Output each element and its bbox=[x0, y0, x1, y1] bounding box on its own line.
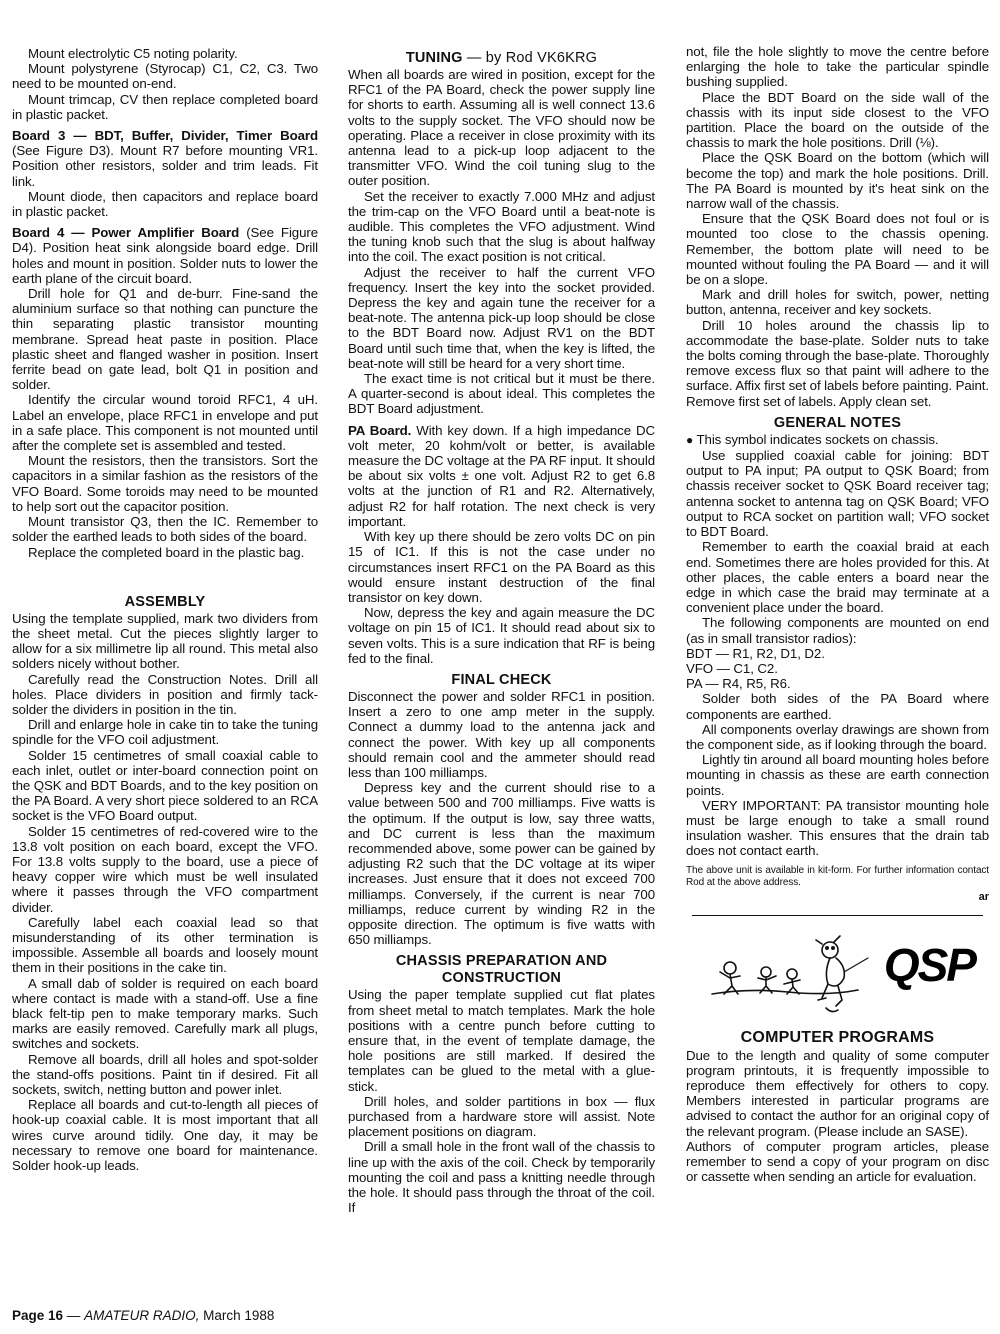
paragraph: Carefully label each coaxial lead so that misunderstanding of its other termination is impossible. Assemble all boards and loosely mount them in their positions in the cake tin. bbox=[12, 914, 318, 976]
paragraph: All components overlay drawings are shown from the component side, as if looking through the board. bbox=[686, 721, 989, 752]
paragraph: Now, depress the key and again measure the DC voltage on pin 15 of IC1. It should read about six to seven volts. This is a sure indication that RF is being fed to the final. bbox=[348, 605, 655, 666]
paragraph: Drill hole for Q1 and de-burr. Fine-sand the aluminium surface so that nothing can puncture the thin separating plastic transistor mounting membrane. Spread heat paste in position. Place plastic sheet and flanged washer in position. Insert ferrite bead on gate lead, bolt Q1 in position and solder. bbox=[12, 286, 318, 393]
pa-board-heading: PA Board. bbox=[348, 422, 412, 438]
bullet-icon: ● bbox=[686, 432, 694, 447]
component-line: PA — R4, R5, R6. bbox=[686, 676, 791, 692]
general-notes-heading: GENERAL NOTES bbox=[773, 414, 902, 431]
paragraph: Drill 10 holes around the chassis lip to accommodate the base-plate. Solder nuts to take the bolts coming through the base-plate. Thoroughly remove excess flux so that paint will adhere to the surface. Affix first set of labels before painting. Paint. Remove first set of labels. Apply clean set. bbox=[686, 317, 989, 409]
pa-board-paragraph: PA Board. With key down. If a high impedance DC volt meter, 20 kohm/volt or better, is available measure the DC voltage at the PA RF input. It should be about six volts ± one volt. Adjust R2 to get 6.8 volts at the junction of R1 and R2. Alternatively, adjust R2 for half rotation. The next check is very important. bbox=[348, 422, 655, 529]
paragraph: Carefully read the Construction Notes. Drill all holes. Place dividers in position and firmly tack-solder the dividers in position in the tin. bbox=[12, 671, 318, 717]
paragraph: Remember to earth the coaxial braid at each end. Sometimes there are holes provided for this. At other places, the cable enters a board near the edge in which case the braid may terminate at a convenient place under the board. bbox=[686, 539, 989, 616]
paragraph: Mount electrolytic C5 noting polarity. bbox=[28, 46, 238, 61]
paragraph: The exact time is not critical but it must be there. A quarter-second is about ideal. This completes the BDT Board adjustment. bbox=[348, 371, 655, 417]
paragraph: Authors of computer program articles, please remember to send a copy of your program on disc or cassette when sending an article for evaluation. bbox=[686, 1138, 989, 1185]
paragraph: Identify the circular wound toroid RFC1, 4 uH. Label an envelope, place RFC1 in envelope and put in a safe place. This component is not mounted until after the complete set is assembled and tested. bbox=[12, 392, 318, 454]
paragraph: Solder 15 centimetres of small coaxial cable to each inlet, outlet or inter-board connection point on the QSK and BDT Boards, and to the key position on the PA Board. A very short piece soldered to an RCA socket is the VFO Board output. bbox=[12, 747, 318, 824]
paragraph: Place the BDT Board on the side wall of the chassis with its input side closest to the VFO partition. Place the board on the outside of the chassis to mark the hole positions. Drill (⅛). bbox=[686, 89, 989, 151]
kit-note: The above unit is available in kit-form. For further information contact Rod at the above address. bbox=[686, 864, 989, 888]
paragraph: Ensure that the QSK Board does not foul or is mounted too close to the chassis opening. Remember, the bottom plate will need to be mounted without fouling the PA Board — and it will be on a slope. bbox=[686, 211, 989, 288]
paragraph: The following components are mounted on end (as in small transistor radios): bbox=[686, 615, 989, 646]
paragraph: Lightly tin around all board mounting holes before mounting in chassis as these are earth connection points. bbox=[686, 752, 989, 798]
paragraph: Mark and drill holes for switch, power, netting button, antenna, receiver and key sockets. bbox=[686, 287, 989, 318]
paragraph: Replace the completed board in the plastic bag. bbox=[28, 544, 305, 560]
column-2 bbox=[348, 50, 655, 1215]
paragraph: Set the receiver to exactly 7.000 MHz and adjust the trim-cap on the VFO Board until a beat-note is audible. This completes the VFO adjustment. Wind the tuning knob such that the slug is about halfway into the coil. The exact position is not critical. bbox=[348, 188, 655, 265]
paragraph: Replace all boards and cut-to-length all pieces of hook-up coaxial cable. It is most important that all wires curve around tidily. One day, it may be necessary to remove one board for maintenance. Solder hook-up leads. bbox=[12, 1097, 318, 1174]
paragraph: Adjust the receiver to half the current VFO frequency. Insert the key into the socket provided. Depress the key and again tune the receiver for a beat-note. The antenna pick-up loop should be close to the BDT Board now. Adjust RV1 on the BDT Board until such time that, when the key is lifted, the beat-note will still be heard for a very short time. bbox=[348, 264, 655, 371]
final-check-heading: FINAL CHECK bbox=[451, 671, 552, 688]
paragraph: Mount trimcap, CV then replace completed board in plastic packet. bbox=[12, 91, 318, 122]
column-3 bbox=[686, 44, 989, 1184]
board-3-paragraph: Board 3 — BDT, Buffer, Divider, Timer Board (See Figure D3). Mount R7 before mounting VR1. Position other resistors, solder and trim leads. Fit link. bbox=[12, 128, 318, 189]
component-line: VFO — C1, C2. bbox=[686, 660, 778, 676]
cartoon-figures-icon bbox=[708, 928, 883, 1018]
paragraph: Depress key and the current should rise to a value between 500 and 700 milliamps. Five watts is the optimum. If the output is low, say three watts, and DC current is less than the maximum recommended above, some power can be gained by adjusting R2 such that the DC voltage at its wiper increases. Just ensure that it does not exceed 700 milliamps. Conversely, if the current is near 700 milliamps, reduce current by winding R2 in the opposite direction. The optimum is five watts with 650 milliamps. bbox=[348, 780, 655, 948]
paragraph: Disconnect the power and solder RFC1 in position. Insert a zero to one amp meter in the supply. Connect a dummy load to the antenna jack and connect the power. With key up all components should remain cool and the ammeter should read less than 100 milliamps. bbox=[348, 688, 655, 780]
qsp-banner bbox=[686, 924, 989, 1020]
paragraph: Mount diode, then capacitors and replace board in plastic packet. bbox=[12, 188, 318, 220]
paragraph: Drill holes, and solder partitions in box — flux purchased from a hardware store will assist. Note placement positions on diagram. bbox=[348, 1093, 655, 1140]
tuning-author: — by Rod VK6KRG bbox=[462, 50, 598, 66]
paragraph: not, file the hole slightly to move the centre before enlarging the hole to take the particular spindle bushing supplied. bbox=[686, 44, 989, 90]
board-4-paragraph: Board 4 — Power Amplifier Board (See Figure D4). Position heat sink alongside board edge. Drill holes and mount in position. Solder nuts to lower the earth plane of the circuit board. bbox=[12, 225, 319, 286]
chassis-heading: CHASSIS PREPARATION AND CONSTRUCTION bbox=[395, 953, 608, 987]
tuning-heading: TUNING — by Rod VK6KRG bbox=[405, 50, 598, 66]
bullet-paragraph: ● This symbol indicates sockets on chassis. bbox=[686, 431, 939, 447]
column-1 bbox=[12, 46, 318, 1173]
paragraph: Use supplied coaxial cable for joining: BDT output to PA input; PA output to QSK Board; from chassis receiver socket to QSK Board receiver tag; antenna socket to antenna tag on QSK Board; VFO output to RCA socket on partition wall; VFO socket to BDT Board. bbox=[686, 448, 989, 540]
paragraph: Using the template supplied, mark two dividers from the sheet metal. Cut the pieces slightly larger to allow for a six millimetre lip all round. This metal also solders nicely without bother. bbox=[12, 610, 318, 672]
qsp-logo: QSP bbox=[883, 938, 975, 991]
paragraph: Solder both sides of the PA Board where components are earthed. bbox=[686, 691, 989, 722]
paragraph: A small dab of solder is required on each board where contact is made with a stand-off. Use a fine black felt-tip pen to make temporary marks. Such marks are easily removed. Carefully mark all plugs, switches and sockets. bbox=[12, 975, 318, 1052]
paragraph: When all boards are wired in position, except for the RFC1 of the PA Board, check the power supply line for shorts to earth. Assuming all is well connect 13.6 volts to the supply socket. The VFO should now be operating. Place a receiver in close proximity with its antenna lead to a pick-up loop adjacent to the transmitter VFO. Wind the coil tuning slug to the outer position. bbox=[348, 67, 655, 189]
paragraph: With key up there should be zero volts DC on pin 15 of IC1. If this is not the case under no circumstances insert RFC1 on the PA Board as this would ensure instant destruction of the final transistor on key down. bbox=[348, 529, 655, 605]
paragraph: Mount the resistors, then the transistors. Sort the capacitors in a similar fashion as the resistors of the VFO Board. Some toroids may need to be mounted to help sort out the capacitor position. bbox=[12, 453, 318, 514]
board-3-heading: Board 3 — BDT, Buffer, Divider, Timer Board bbox=[12, 128, 318, 144]
paragraph: Due to the length and quality of some computer program printouts, it is frequently impossible to reproduce them effectively for others to copy. Members interested in particular programs are advised to contact the author for an original copy of the relevant program. (Please include an SASE). bbox=[686, 1047, 989, 1139]
paragraph: Solder 15 centimetres of red-covered wire to the 13.8 volt position on each board, except the VFO. For 13.8 volts supply to the board, use a piece of heavy copper wire which must be well insulated where it passes through the VFO compartment divider. bbox=[12, 823, 318, 915]
paragraph: Drill and enlarge hole in cake tin to take the tuning spindle for the VFO coil adjustment. bbox=[12, 717, 318, 748]
issue-date: March 1988 bbox=[199, 1308, 275, 1323]
component-line: BDT — R1, R2, D1, D2. bbox=[686, 645, 825, 661]
divider bbox=[692, 915, 983, 916]
paragraph: Using the paper template supplied cut flat plates from sheet metal to match templates. Mark the hole positions with a centre punch before cutting to ensure that, in the event of template damage, the hole positions are still marked. If desired the templates can be glued to the metal with a glue-stick. bbox=[348, 987, 655, 1094]
board-4-heading: Board 4 — Power Amplifier Board bbox=[12, 225, 240, 241]
paragraph: Mount transistor Q3, then the IC. Remember to solder the earthed leads to both sides of the board. bbox=[12, 514, 318, 545]
magazine-name: AMATEUR RADIO, bbox=[84, 1308, 200, 1323]
paragraph: VERY IMPORTANT: PA transistor mounting hole must be large enough to take a small round insulation washer. This ensures that the drain tab does not contact earth. bbox=[686, 797, 989, 859]
paragraph: Mount polystyrene (Styrocap) C1, C2, C3. Two need to be mounted on-end. bbox=[12, 61, 318, 92]
assembly-heading: ASSEMBLY bbox=[124, 593, 206, 610]
computer-programs-heading: COMPUTER PROGRAMS bbox=[740, 1028, 935, 1046]
page-footer: Page 16 — AMATEUR RADIO, March 1988 bbox=[12, 1308, 275, 1323]
paragraph: Place the QSK Board on the bottom (which will become the top) and mark the hole positions. Drill. The PA Board is mounted by it's heat sink on the narrow wall of the chassis. bbox=[686, 150, 989, 212]
page-number: Page 16 bbox=[12, 1308, 64, 1323]
paragraph: Remove all boards, drill all holes and spot-solder the stand-offs positions. Paint tin if desired. Fit all sockets, switch, netting button and power inlet. bbox=[12, 1051, 318, 1097]
paragraph: Drill a small hole in the front wall of the chassis to line up with the axis of the coil. Check by temporarily mounting the coil and pass a knitting needle through the hole. It should pass through the throat of the coil. If bbox=[348, 1139, 655, 1216]
end-mark: ar bbox=[978, 890, 989, 903]
